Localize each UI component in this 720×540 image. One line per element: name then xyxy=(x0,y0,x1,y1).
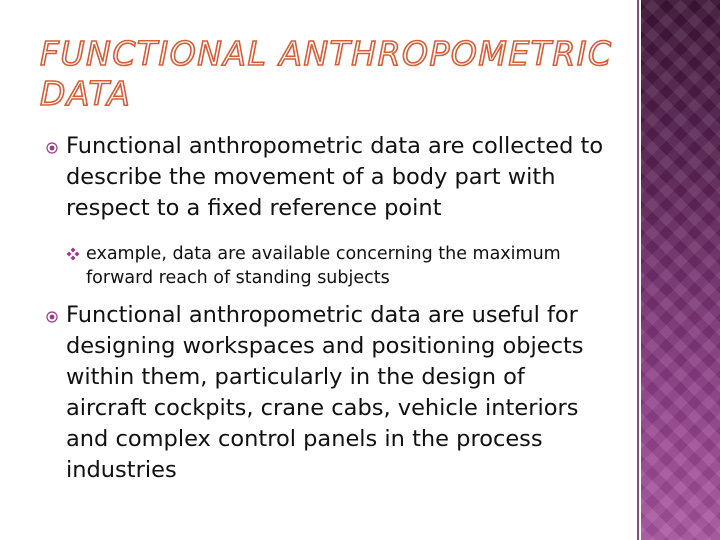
slide-title: FUNCTIONAL ANTHROPOMETRIC DATA xyxy=(40,34,613,113)
bullet-text: Functional anthropometric data are collected to describe the movement of a body part with respect to a fixed reference point xyxy=(66,133,604,221)
diamond-cluster-icon xyxy=(66,247,80,261)
radio-circle-icon xyxy=(46,311,58,323)
decorative-side-band xyxy=(641,0,720,540)
slide-body xyxy=(46,131,606,492)
sub-bullet-text: example, data are available concerning the maximum forward reach of standing subjects xyxy=(86,243,561,288)
bullet-item xyxy=(46,300,606,486)
radio-circle-icon xyxy=(46,142,58,154)
side-divider-line xyxy=(637,0,639,540)
sub-bullet-item xyxy=(66,242,606,290)
bullet-text: Functional anthropometric data are useful for designing workspaces and positioning objects within them, particularly in the design of aircraft cockpits, crane cabs, vehicle interiors and complex control panels in the process industries xyxy=(66,301,584,483)
bullet-item xyxy=(46,131,606,224)
